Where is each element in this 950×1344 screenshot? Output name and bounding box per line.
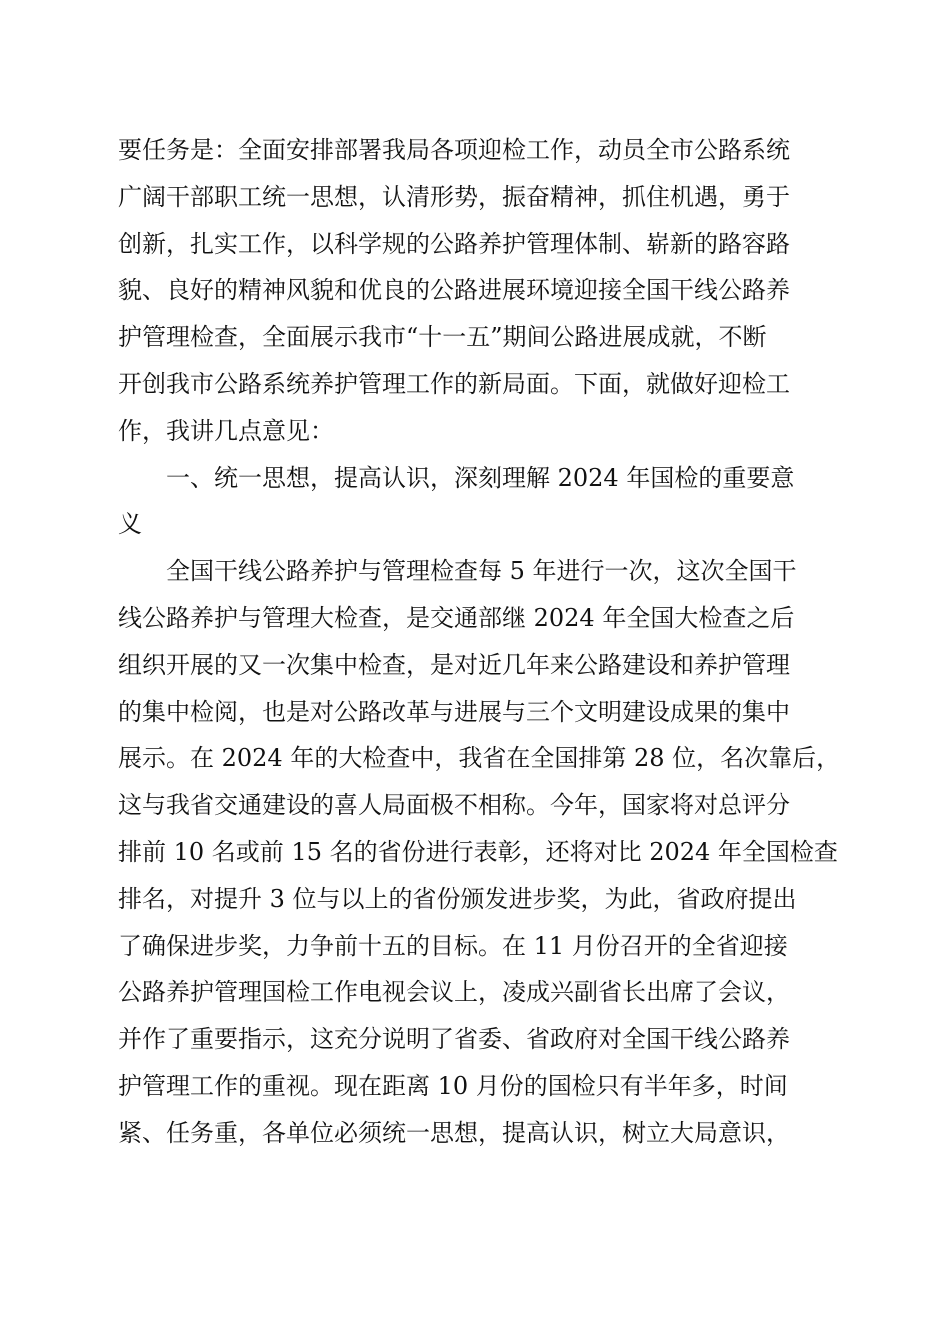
text-line: 这与我省交通建设的喜人局面极不相称。今年，国家将对总评分 [118,791,790,820]
text-line: 要任务是：全面安排部署我局各项迎检工作，动员全市公路系统 [118,136,790,164]
text-line: 作，我讲几点意见： [118,416,334,445]
text-line: 貌、良好的精神风貌和优良的公路进展环境迎接全国干线公路养 [118,276,790,305]
body-text [118,127,841,1157]
paragraph-start: 全国干线公路养护与管理检查每 5 年进行一次，这次全国干 [166,557,797,586]
section-heading: 一、统一思想，提高认识，深刻理解 2024 年国检的重要意 [166,463,795,492]
text-line: 紧、任务重，各单位必须统一思想，提高认识，树立大局意识， [118,1118,790,1147]
section-heading-continued: 义 [118,510,142,539]
text-line: 组织开展的又一次集中检查，是对近几年来公路建设和养护管理 [118,650,790,679]
text-line: 的集中检阅，也是对公路改革与进展与三个文明建设成果的集中 [118,697,790,726]
text-line: 排名，对提升 3 位与以上的省份颁发进步奖，为此，省政府提出 [118,884,797,913]
text-line: 展示。在 2024 年的大检查中，我省在全国排第 28 位，名次靠后， [118,744,841,773]
text-line: 公路养护管理国检工作电视会议上，凌成兴副省长出席了会议， [118,978,790,1007]
text-line: 线公路养护与管理大检查，是交通部继 2024 年全国大检查之后 [118,603,795,632]
text-line: 护管理检查，全面展示我市“十一五”期间公路进展成就，不断 [118,323,767,352]
text-line: 了确保进步奖，力争前十五的目标。在 11 月份召开的全省迎接 [118,931,788,960]
text-line: 护管理工作的重视。现在距离 10 月份的国检只有半年多，时间 [118,1071,788,1100]
text-line: 开创我市公路系统养护管理工作的新局面。下面，就做好迎检工 [118,369,790,398]
text-line: 广阔干部职工统一思想，认清形势，振奋精神，抓住机遇，勇于 [118,182,790,211]
text-line: 并作了重要指示，这充分说明了省委、省政府对全国干线公路养 [118,1025,790,1054]
text-line: 排前 10 名或前 15 名的省份进行表彰，还将对比 2024 年全国检查 [118,837,838,866]
text-line: 创新，扎实工作，以科学规的公路养护管理体制、崭新的路容路 [118,229,790,258]
